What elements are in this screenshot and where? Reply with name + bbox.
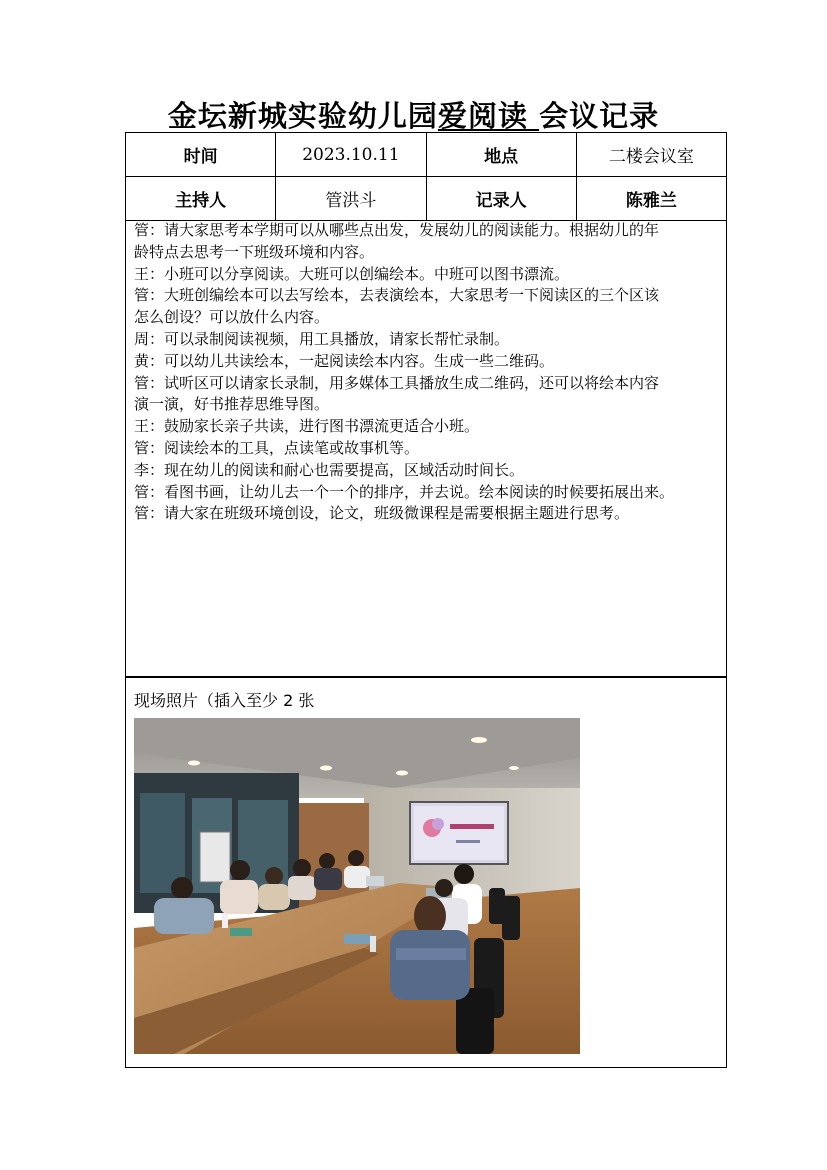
title-gap <box>528 99 539 133</box>
meeting-photo <box>134 718 580 1054</box>
note-line: 怎么创设？可以放什么内容。 <box>134 308 330 327</box>
time-label: 时间 <box>126 133 276 177</box>
note-line: 李：现在幼儿的阅读和耐心也需要提高，区域活动时间长。 <box>134 460 525 479</box>
note-line: 管：请大家在班级环境创设，论文，班级微课程是需要根据主题进行思考。 <box>134 504 630 523</box>
recorder-label: 记录人 <box>426 177 576 221</box>
recorder-value: 陈雅兰 <box>576 177 726 221</box>
note-line: 王：小班可以分享阅读。大班可以创编绘本。中班可以图书漂流。 <box>134 264 570 283</box>
note-line: 管：大班创编绘本可以去写绘本，去表演绘本，大家思考一下阅读区的三个区该 <box>134 286 660 305</box>
note-line: 管：试听区可以请家长录制，用多媒体工具播放生成二维码，还可以将绘本内容 <box>134 373 660 392</box>
meeting-info-table <box>125 132 727 221</box>
title-school: 金坛新城实验幼儿园 <box>167 99 438 133</box>
note-line: 管：阅读绘本的工具，点读笔或故事机等。 <box>134 438 420 457</box>
note-line: 龄特点去思考一下班级环境和内容。 <box>134 242 375 261</box>
host-label: 主持人 <box>126 177 276 221</box>
document-title <box>0 94 827 135</box>
info-row-time <box>126 133 727 177</box>
note-line: 演一演，好书推荐思维导图。 <box>134 395 330 414</box>
meeting-notes <box>125 220 727 677</box>
note-line: 王：鼓励家长亲子共读，进行图书漂流更适合小班。 <box>134 417 480 436</box>
place-label: 地点 <box>426 133 576 177</box>
note-line: 管：看图书画，让幼儿去一个一个的排序，并去说。绘本阅读的时候要拓展出来。 <box>134 482 675 501</box>
note-line: 管：请大家思考本学期可以从哪些点出发，发展幼儿的阅读能力。根据幼儿的年 <box>134 221 660 239</box>
info-row-host <box>126 177 727 221</box>
title-suffix: 会议记录 <box>539 99 660 133</box>
photo-section <box>125 677 727 1068</box>
title-topic: 爱阅读 <box>437 99 528 133</box>
photo-section-label: 现场照片（插入至少 2 张 <box>134 691 315 710</box>
time-value: 2023.10.11 <box>276 133 426 177</box>
place-value: 二楼会议室 <box>576 133 726 177</box>
note-line: 黄：可以幼儿共读绘本，一起阅读绘本内容。生成一些二维码。 <box>134 351 555 370</box>
note-line: 周：可以录制阅读视频，用工具播放，请家长帮忙录制。 <box>134 329 510 348</box>
host-value: 管洪斗 <box>276 177 426 221</box>
